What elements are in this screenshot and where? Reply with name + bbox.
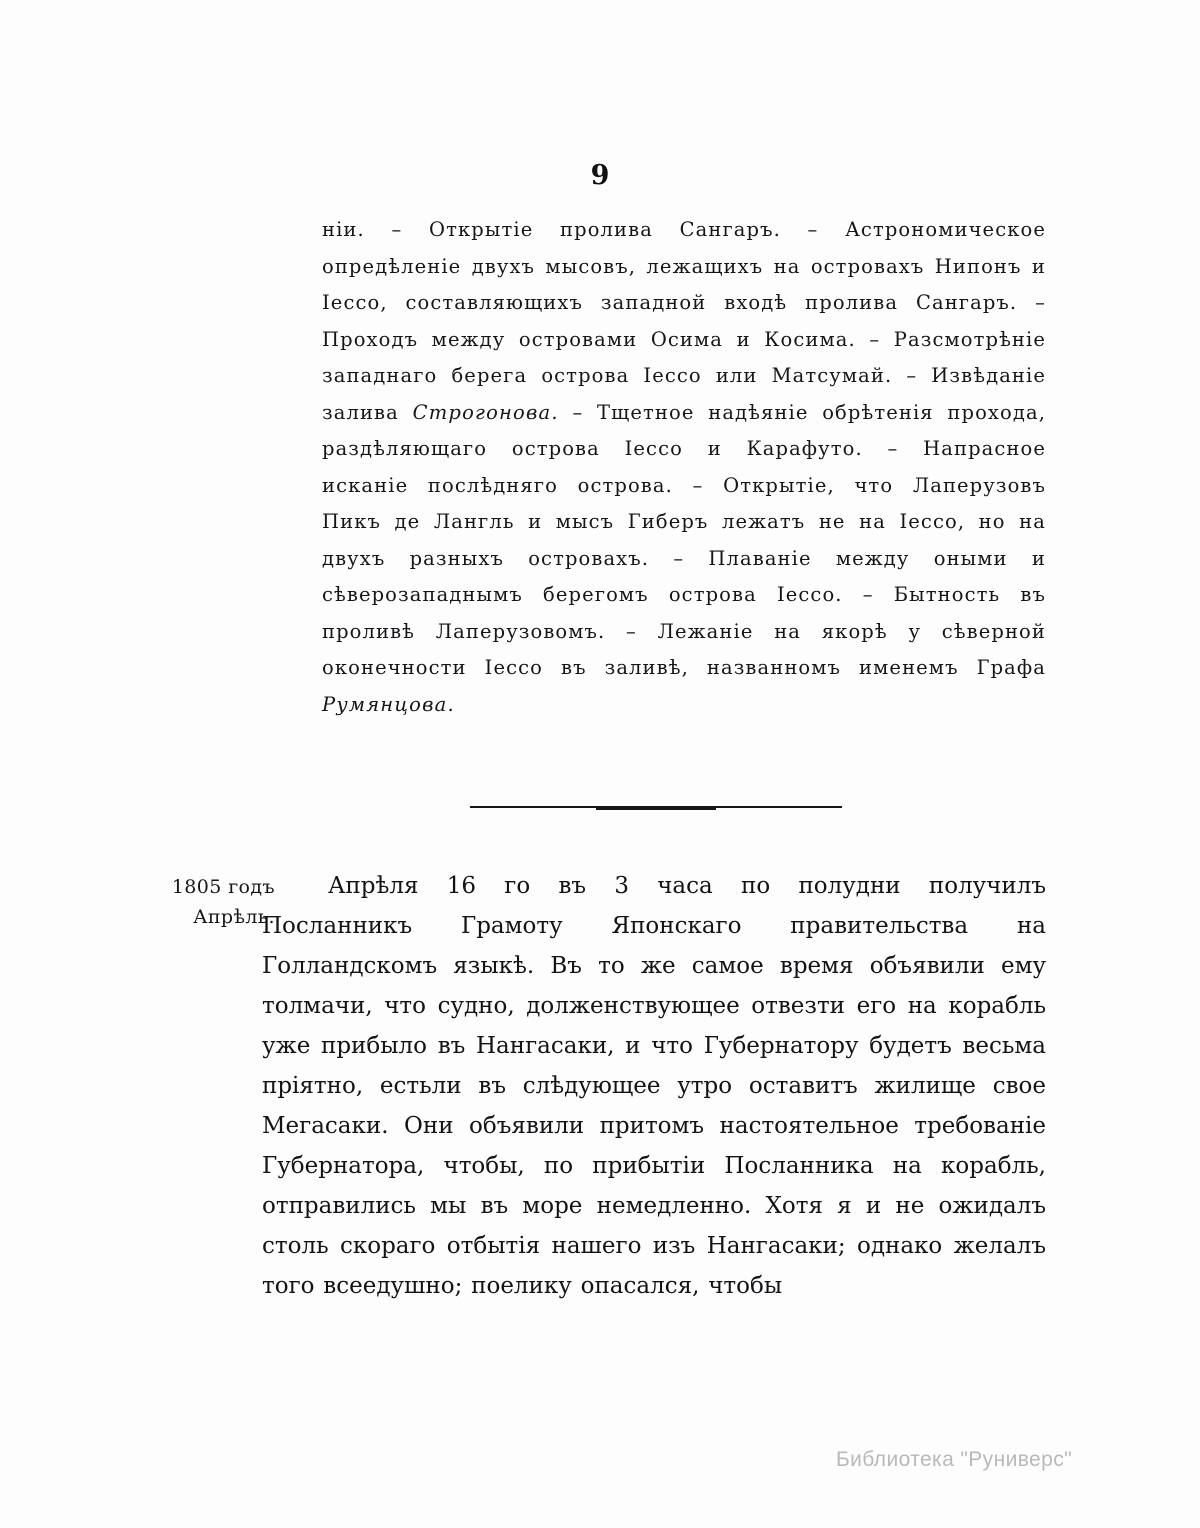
chapter-summary-part-1: нiи. – Открытiе пролива Сангаръ. – Астрономическое опредѣленiе двухъ мысовъ, лежащихъ на островахъ Нипонъ и Iессо, составляющихъ западной входѣ пролива Сангаръ. – Проходъ между островами Осима и Косима. – Разсмотрѣнiе западнаго берега острова Iессо или Матсумай. – Извѣданiе залива (322, 218, 1046, 424)
chapter-summary-italic-strogonov: Строгонова. (412, 400, 559, 424)
library-watermark: Библиотека "Руниверс" (836, 1448, 1072, 1471)
section-divider (470, 806, 842, 808)
body-paragraph-text: Апрѣля 16 го въ 3 часа по полудни получилъ Посланникъ Грамоту Японскаго правительства на Голландскомъ языкѣ. Въ то же самое время объявили ему толмачи, что судно, долженствующее отвезти его на корабль уже прибыло въ Нангасаки, и что Губернатору будетъ весьма прiятно, естьли въ слѣдующее утро оставитъ жилище свое Мегасаки. Они объявили притомъ настоятельное требованiе Губернатора, чтобы, по прибытiи Посланника на корабль, отправились мы въ море немедленно. Хотя я и не ожидалъ столь скораго отбытiя нашего изъ Нангасаки; однако желалъ того всеедушно; поелику опасался, чтобы (262, 873, 1046, 1299)
chapter-summary (322, 212, 1046, 723)
margin-note (150, 872, 275, 932)
margin-note-year: 1805 годъ (171, 876, 275, 898)
page-number: 9 (590, 160, 610, 191)
chapter-summary-italic-rumyantsov: Румянцова. (322, 692, 455, 716)
chapter-summary-part-2: – Тщетное надѣянiе обрѣтенiя прохода, раздѣляющаго острова Iессо и Карафуто. – Напрасное исканiе послѣдняго острова. – Открытiе, что Лаперузовъ Пикъ де Лангль и мысъ Гиберъ лежатъ не на Iессо, но на двухъ разныхъ островахъ. – Плаванiе между оными и сѣверозападнымъ берегомъ острова Iессо. – Бытность въ проливѣ Лаперузовомъ. – Лежанiе на якорѣ у сѣверной оконечности Iессо въ заливѣ, названномъ именемъ Графа (322, 400, 1046, 679)
margin-note-month: Апрѣль. (193, 906, 275, 928)
body-paragraph (262, 866, 1046, 1306)
